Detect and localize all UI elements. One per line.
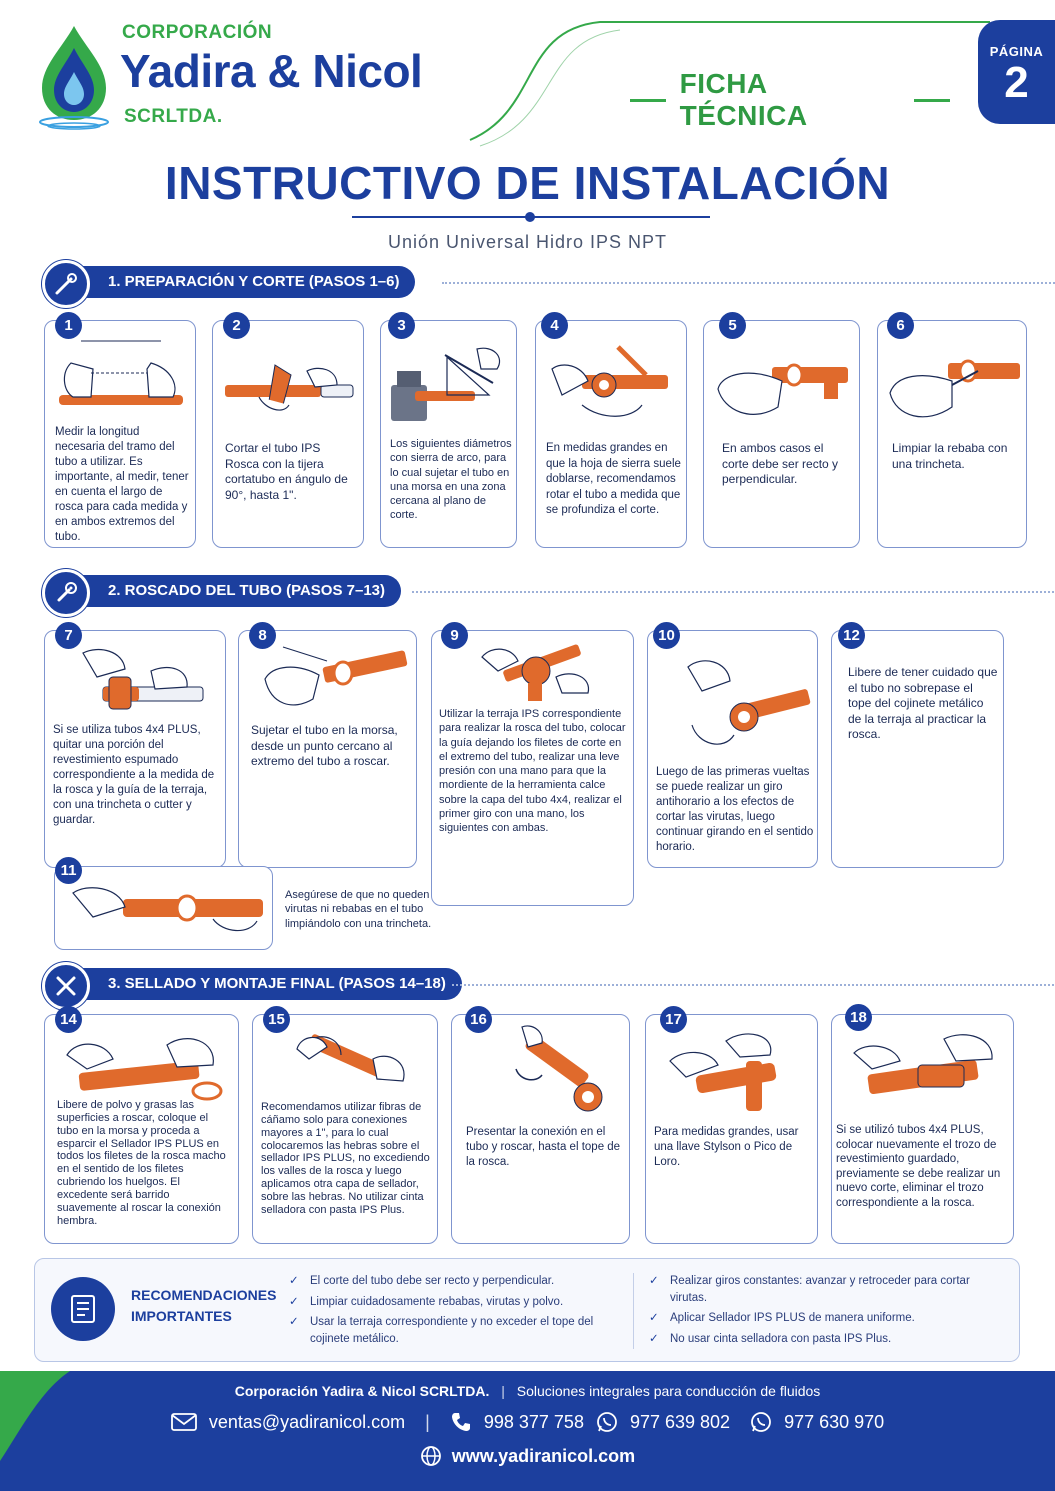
step-card-7: [44, 630, 226, 868]
step-3-text: Los siguientes diámetros con sierra de arco, para lo cual sujetar el tubo en una morsa en una zona cercana al plano de corte.: [390, 438, 512, 522]
step-18-text: Si se utilizó tubos 4x4 PLUS, colocar nuevamente el trozo de revestimiento guardado, previamente se debe realizar un nuevo corte, eliminar el trozo correspondiente a la rosca.: [836, 1124, 1001, 1209]
footer-contact-line: ventas@yadiranicol.com | 998 377 758 977 639 802 977 630 970: [0, 1411, 1055, 1433]
remove-coating-illustration: [63, 639, 213, 729]
list-item: ✓ Usar la terraja correspondiente y no exceder el tope del cojinete metálico.: [289, 1316, 594, 1346]
step-card-15: [252, 1014, 438, 1244]
step-badge-17: 17: [660, 1006, 687, 1033]
footer: [0, 1371, 1055, 1491]
footer-phone[interactable]: 998 377 758: [483, 1411, 584, 1432]
step-badge-7: 7: [55, 622, 82, 649]
step-badge-9: 9: [441, 622, 468, 649]
step-card-3: [380, 320, 517, 548]
step-badge-8: 8: [249, 622, 276, 649]
section-3-title: 3. SELLADO Y MONTAJE FINAL (PASOS 14–18): [70, 968, 462, 1000]
step-2-text: Cortar el tubo IPS Rosca con la tijera cortatubo en ángulo de 90°, hasta 1".: [225, 441, 348, 502]
step-7-text: Si se utiliza tubos 4x4 PLUS, quitar una porción del revestimiento espumado correspondiente a la medida de la rosca y la guía de la terraja, con una trincheta o cutter y guardar.: [53, 724, 215, 826]
ficha-tecnica-label: FICHA TÉCNICA: [630, 68, 950, 132]
wrench-screwdriver-icon: [42, 962, 90, 1010]
brand-suffix: SCRLTDA.: [124, 106, 223, 127]
counter-turn-illustration: [658, 639, 814, 759]
recommendations-right-list: [649, 1273, 979, 1352]
list-item: ✓ Realizar giros constantes: avanzar y retroceder para cortar virutas.: [649, 1275, 970, 1304]
footer-website-line: [0, 1445, 1055, 1467]
step-card-11: [54, 866, 273, 950]
step-card-2: [212, 320, 364, 548]
threading-die-illustration: [472, 637, 602, 707]
step-17-text: Para medidas grandes, usar una llave Stylson o Pico de Loro.: [654, 1126, 799, 1168]
page-subtitle: Unión Universal Hidro IPS NPT: [387, 232, 668, 252]
section-2-title: 2. ROSCADO DEL TUBO (PASOS 7–13): [70, 575, 401, 607]
list-item: ✓ El corte del tubo debe ser recto y perpendicular.: [289, 1275, 555, 1287]
step-card-1: [44, 320, 196, 548]
step-10-text: Luego de las primeras vueltas se puede realizar un giro antihorario a los efectos de cortar las virutas, luego continuar girando en el sentido horario.: [656, 766, 814, 853]
step-badge-18: 18: [845, 1004, 872, 1031]
globe-icon: [420, 1445, 442, 1467]
recommendations-heading: RECOMENDACIONES IMPORTANTES: [131, 1287, 277, 1324]
pipe-wrench-illustration: [666, 1021, 806, 1117]
footer-whatsapp-1[interactable]: 977 639 802: [629, 1411, 731, 1432]
step-badge-3: 3: [388, 312, 415, 339]
step-badge-5: 5: [719, 312, 746, 339]
footer-company-line: Corporación Yadira & Nicol SCRLTDA. | Soluciones integrales para conducción de fluidos: [234, 1383, 821, 1399]
deburr-illustration: [882, 341, 1022, 431]
step-card-16: [451, 1014, 630, 1244]
step-6-text: Limpiar la rebaba con una trincheta.: [892, 441, 1008, 471]
screw-fitting-illustration: [502, 1023, 612, 1123]
page-label: PÁGINA: [989, 44, 1044, 59]
section-1-title: 1. PREPARACIÓN Y CORTE (PASOS 1–6): [70, 266, 415, 298]
step-5-text: En ambos casos el corte debe ser recto y perpendicular.: [722, 441, 839, 487]
step-badge-15: 15: [263, 1006, 290, 1033]
apply-sealant-illustration: [57, 1025, 233, 1105]
step-badge-1: 1: [55, 312, 82, 339]
step-card-8: [238, 630, 417, 868]
step-4-text: En medidas grandes en que la hoja de sierra suele doblarse, recomendamos rotar el tubo a medida que se profundiza el corte.: [546, 442, 681, 517]
step-1-text: Medir la longitud necesaria del tramo del tubo a utilizar. Es importante, al medir, tener en cuenta el largo de rosca para cada medida y en ambos extremos del tubo.: [55, 426, 189, 543]
step-14-text: Libere de polvo y grasas las superficies a roscar, coloque el tubo en la morsa y proceda a esparcir el Sellador IPS PLUS en todos los filetes de la rosca macho en el sentido de los filetes cubriendo los huelgos. El excedente será barrido suavemente al roscar la conexión hembra.: [57, 1099, 226, 1227]
step-badge-4: 4: [541, 312, 568, 339]
step-12-text: Libere de tener cuidado que el tubo no sobrepase el tope del cojinete metálico de la terraja al practicar la rosca.: [848, 665, 998, 742]
step-8-text: Sujetar el tubo en la morsa, desde un punto cercano al extremo del tubo a roscar.: [251, 723, 398, 769]
phone-icon: [450, 1411, 472, 1433]
step-card-6: [877, 320, 1027, 548]
list-item: ✓ Aplicar Sellador IPS PLUS de manera uniforme.: [649, 1312, 915, 1325]
step-badge-16: 16: [465, 1006, 492, 1033]
list-item: ✓ Limpiar cuidadosamente rebabas, virutas y polvo.: [289, 1295, 564, 1308]
step-badge-2: 2: [223, 312, 250, 339]
pipe-cutter-icon: [42, 260, 90, 308]
footer-tagline: Soluciones integrales para conducción de fluidos: [516, 1383, 821, 1399]
step-card-18: [831, 1014, 1014, 1244]
step-9-text: Utilizar la terraja IPS correspondiente para realizar la rosca del tubo, colocar la guía dejando los filetes de corte en el extremo del tubo, realizar una leve presión con una mano para que la mordiente de la herramienta calce sobre la capa del tubo 4x4, realizar el primer giro con una mano, los siguientes con ambas.: [439, 708, 626, 835]
logo-drop-icon: [34, 22, 114, 132]
page-number-tab: [978, 20, 1055, 124]
step-card-9: [431, 630, 634, 906]
checklist-icon: [51, 1277, 115, 1341]
brand-top-text: CORPORACIÓN: [122, 22, 273, 43]
step-card-4: [535, 320, 687, 548]
footer-whatsapp-2[interactable]: 977 630 970: [784, 1411, 885, 1432]
page-title: INSTRUCTIVO DE INSTALACIÓN: [164, 157, 891, 209]
footer-website[interactable]: www.yadiranicol.com: [451, 1445, 636, 1466]
recommendations-divider: [633, 1273, 634, 1349]
brand-name: Yadira & Nicol: [120, 45, 423, 97]
step-11-text: Asegúrese de que no queden virutas ni rebabas en el tubo limpiándolo con una trincheta.: [285, 889, 432, 930]
step-badge-10: 10: [653, 622, 680, 649]
footer-email[interactable]: ventas@yadiranicol.com: [208, 1411, 406, 1432]
square-cut-illustration: [712, 337, 852, 433]
list-item: ✓ No usar cinta selladora con pasta IPS Plus.: [649, 1333, 892, 1346]
page-number: 2: [1004, 58, 1029, 107]
vise-saw-illustration: [385, 335, 513, 431]
clean-shavings-illustration: [63, 873, 267, 945]
hemp-fiber-illustration: [287, 1019, 417, 1099]
step-card-12: [831, 630, 1004, 868]
tube-cutter-illustration: [219, 335, 359, 425]
measure-pipe-illustration: [51, 333, 191, 423]
step-card-17: [645, 1014, 818, 1244]
recommendations-left-list: [289, 1273, 619, 1352]
step-card-5: [703, 320, 860, 548]
step-badge-11: 11: [55, 857, 82, 884]
whatsapp-icon: [596, 1411, 618, 1433]
threader-icon: [42, 569, 90, 617]
step-badge-14: 14: [55, 1006, 82, 1033]
email-icon: [171, 1413, 197, 1431]
step-card-14: [44, 1014, 239, 1244]
step-badge-6: 6: [887, 312, 914, 339]
step-badge-12: 12: [838, 622, 865, 649]
step-16-text: Presentar la conexión en el tubo y roscar, hasta el tope de la rosca.: [466, 1126, 621, 1168]
clamp-pipe-illustration: [253, 639, 409, 723]
step-card-10: [647, 630, 818, 868]
whatsapp-icon: [750, 1411, 772, 1433]
replace-coating-illustration: [848, 1023, 1008, 1113]
step-15-text: Recomendamos utilizar fibras de cáñamo solo para conexiones mayores a 1", para lo cual colocaremos las hebras sobre el sellador IPS PLUS, no excediendo los valles de la rosca y luego aplicamos otra capa de sellador, sobre las hebras. No utilizar cinta selladora con pasta IPS Plus.: [261, 1101, 430, 1216]
footer-company: Corporación Yadira & Nicol SCRLTDA.: [234, 1383, 490, 1399]
title-divider-dot: [525, 212, 535, 222]
rotate-pipe-illustration: [542, 335, 682, 431]
recommendations-box: [34, 1258, 1020, 1362]
